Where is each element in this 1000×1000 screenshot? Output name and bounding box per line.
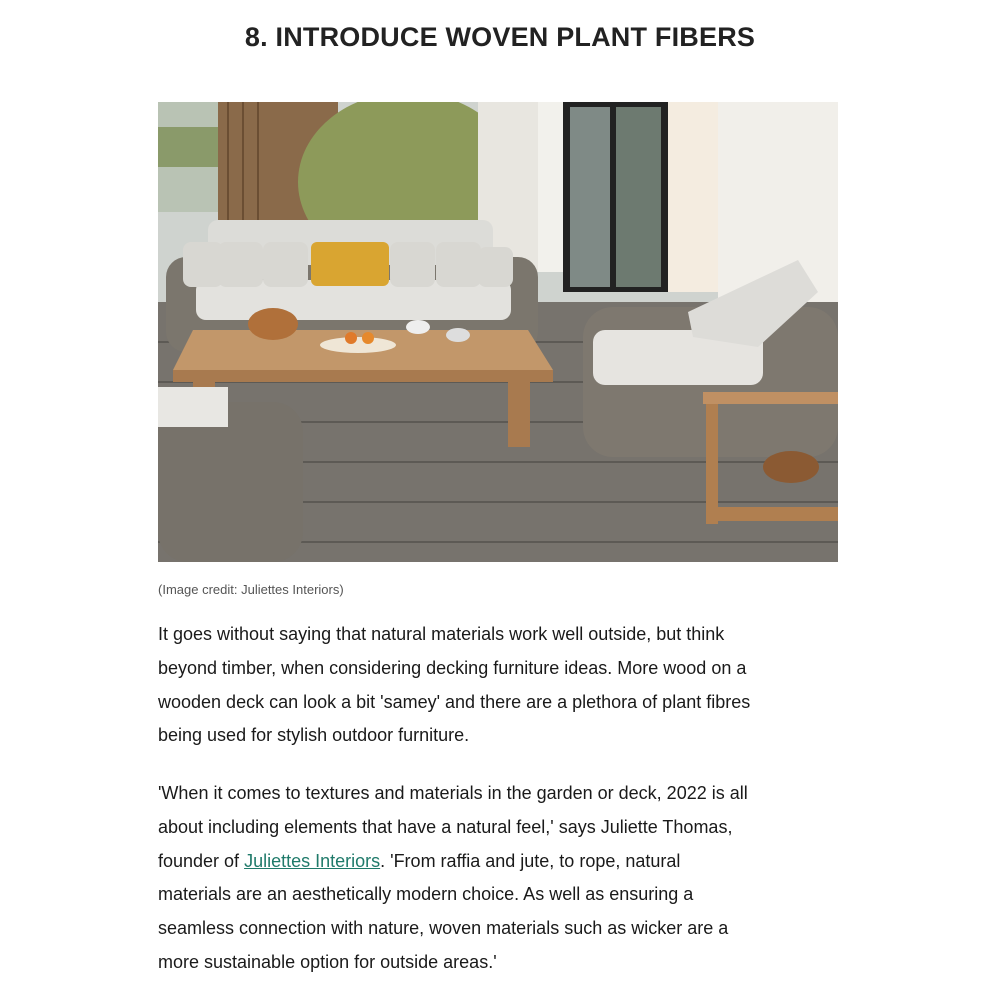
section-heading: 8. INTRODUCE WOVEN PLANT FIBERS [244,22,756,52]
paragraph-2 [158,777,748,980]
text-line: wooden deck can look a bit 'samey' and there are a plethora of plant fibres [158,691,751,712]
text-line: about including elements that have a natural feel,' says Juliette Thomas, [158,816,733,837]
text-line: more sustainable option for outside areas.' [158,951,497,972]
text-line [158,845,748,879]
paragraph-1 [158,618,750,753]
text-line: materials are an aesthetically modern choice. As well as ensuring a [158,884,694,905]
juliettes-interiors-link[interactable]: Juliettes Interiors [244,850,381,871]
image-caption: (Image credit: Juliettes Interiors) [158,582,344,597]
text-segment: founder of [158,850,245,871]
text-line: It goes without saying that natural materials work well outside, but think [158,624,725,644]
text-segment: . 'From raffia and jute, to rope, natural [380,850,681,871]
text-line: being used for stylish outdoor furniture. [158,725,470,746]
text-line: beyond timber, when considering decking furniture ideas. More wood on a [158,657,747,678]
text-line: seamless connection with nature, woven materials such as wicker are a [158,918,729,939]
text-line: 'When it comes to textures and materials in the garden or deck, 2022 is all [158,783,748,803]
article-image [158,102,838,562]
